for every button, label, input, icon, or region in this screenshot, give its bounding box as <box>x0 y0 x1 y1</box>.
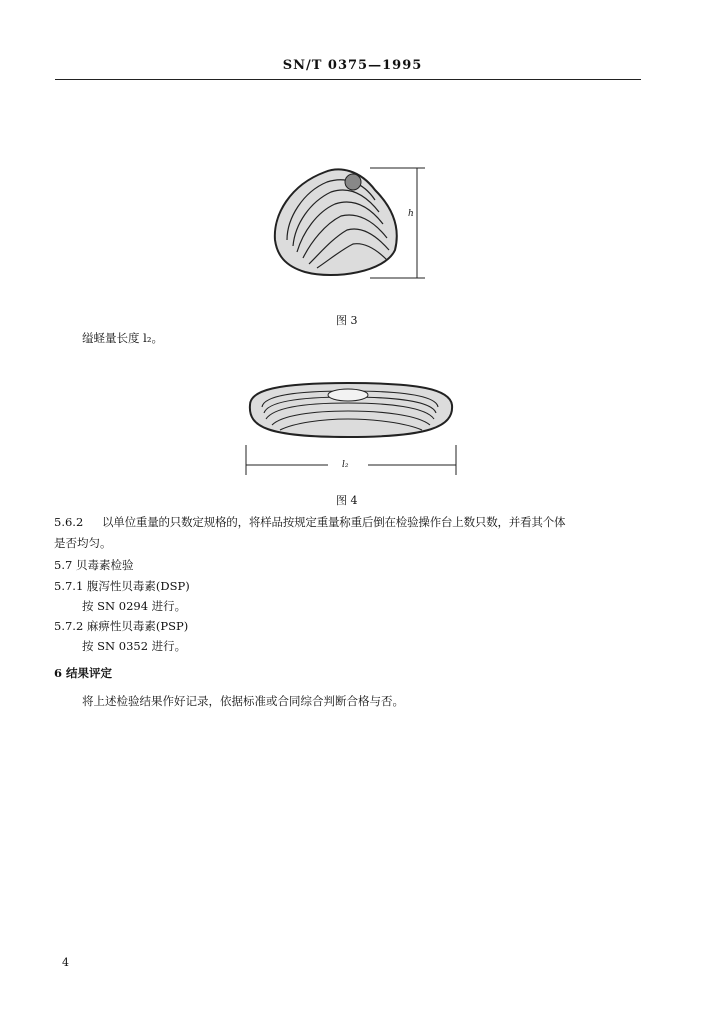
section-5-7-heading: 5.7 贝毒素检验 <box>54 558 134 572</box>
figure-4-razor-clam-illustration <box>238 375 463 475</box>
page-number: 4 <box>62 956 69 969</box>
figure-4-dimension-label: l₂ <box>342 460 349 470</box>
standard-number-header: SN/T 0375—1995 <box>282 58 423 73</box>
section-6-body: 将上述检验结果作好记录，依据标准或合同综合判断合格与否。 <box>82 694 404 708</box>
section-5-7-2-heading: 5.7.2 麻痹性贝毒素(PSP) <box>54 619 189 633</box>
section-6-heading: 6 结果评定 <box>54 666 113 680</box>
section-5-7-1-heading: 5.7.1 腹泻性贝毒素(DSP) <box>54 579 190 593</box>
section-5-6-2-number: 5.6.2 <box>54 515 84 529</box>
figure-3-caption: 图 3 <box>336 314 358 327</box>
figure-4-caption: 图 4 <box>336 494 358 507</box>
section-5-7-2-body: 按 SN 0352 进行。 <box>82 639 187 653</box>
header-rule <box>55 79 641 80</box>
section-5-6-2-line-1: 以单位重量的只数定规格的，将样品按规定重量称重后倒在检验操作台上数只数，并看其个体 <box>102 515 566 529</box>
section-5-6-2-line-2: 是否均匀。 <box>54 536 112 550</box>
figure-3-clam-illustration <box>265 160 435 285</box>
razor-clam-length-text: 缢蛏量长度 l₂。 <box>82 331 163 345</box>
section-5-7-1-body: 按 SN 0294 进行。 <box>82 599 187 613</box>
figure-3-dimension-label: h <box>408 209 414 219</box>
